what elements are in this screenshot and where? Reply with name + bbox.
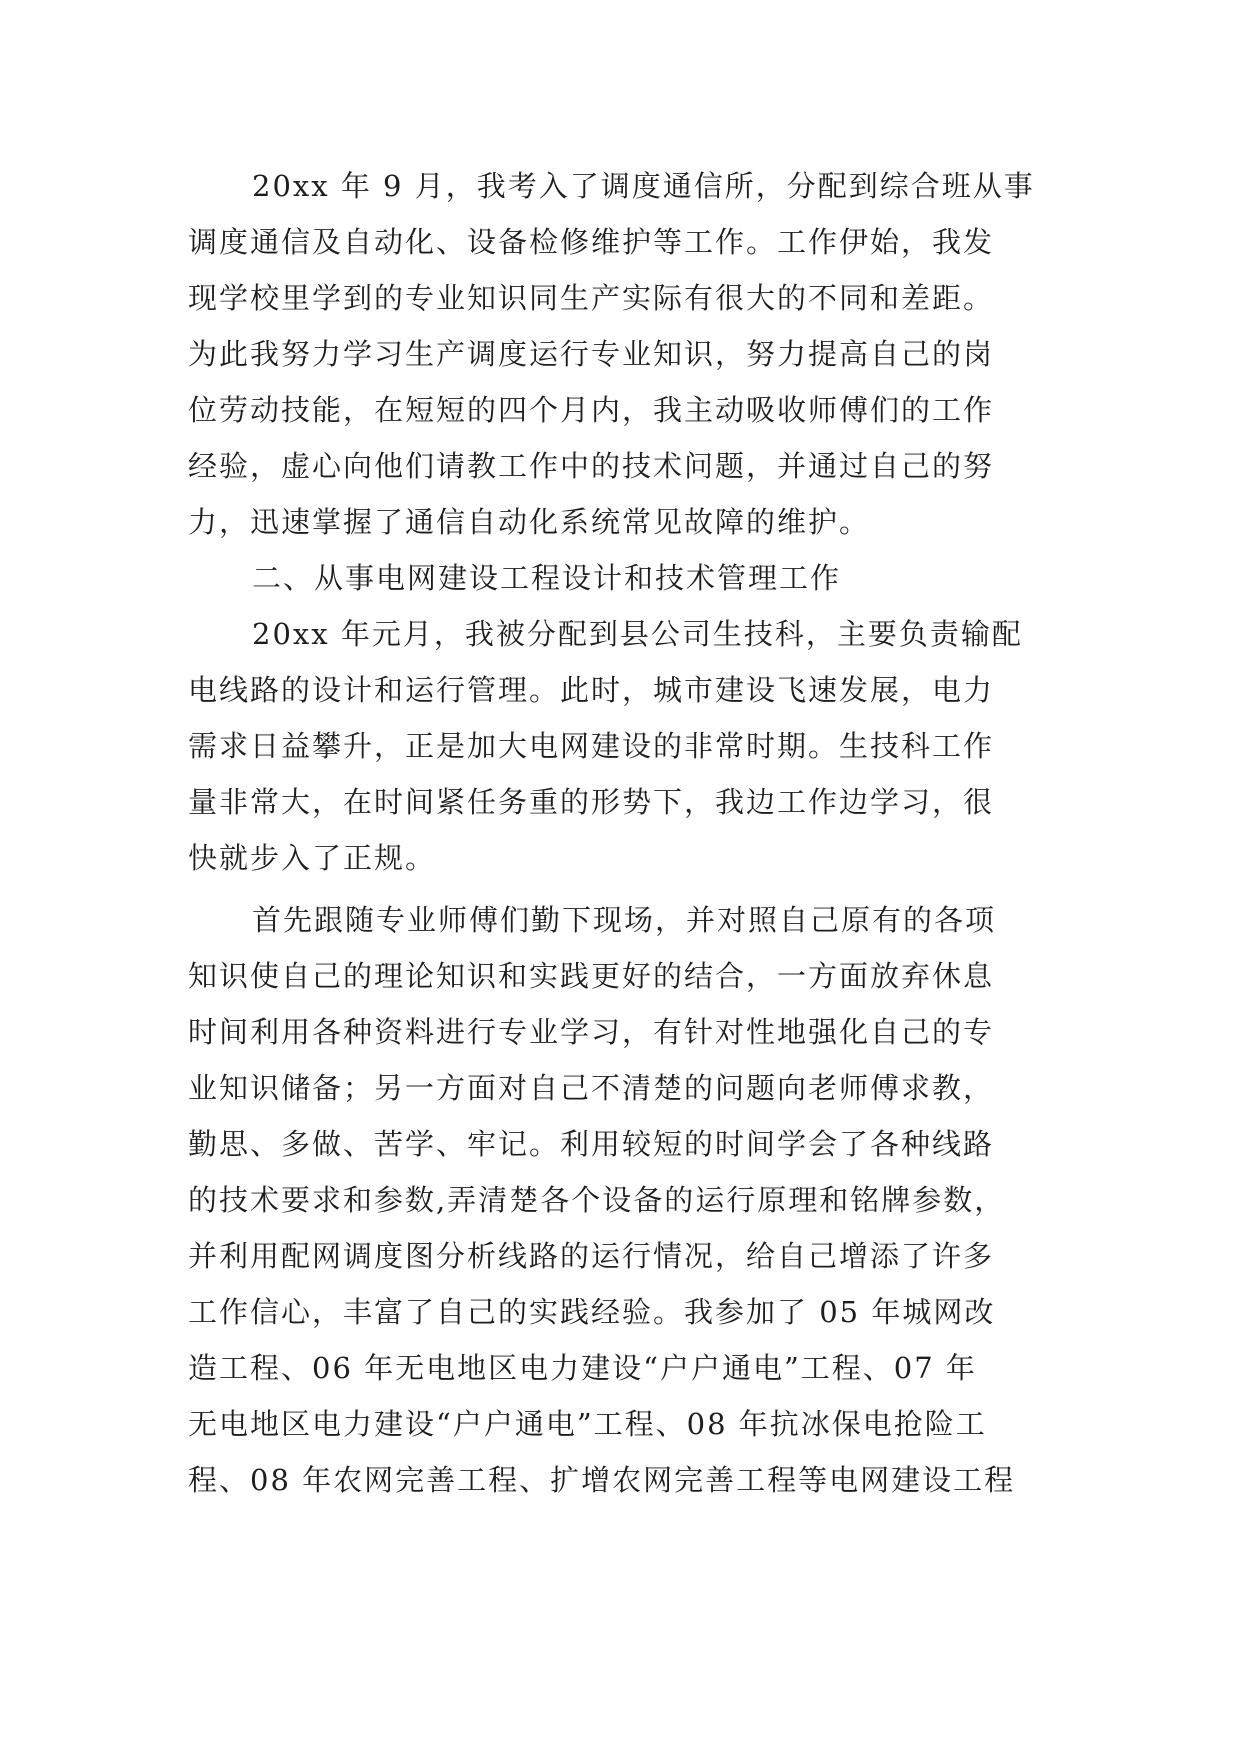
text-line: 的技术要求和参数,弄清楚各个设备的运行原理和铭牌参数， [188,1183,1006,1217]
text-line: 位劳动技能，在短短的四个月内，我主动吸收师傅们的工作 [188,393,995,427]
text-line: 并利用配网调度图分析线路的运行情况，给自己增添了许多 [188,1239,995,1273]
text-line: 现学校里学到的专业知识同生产实际有很大的不同和差距。 [188,281,995,315]
text-line: 20xx 年元月，我被分配到县公司生技科，主要负责输配 [252,617,1023,651]
text-line: 经验，虚心向他们请教工作中的技术问题，并通过自己的努 [188,449,995,483]
paragraph-2 [188,606,1068,886]
text-line: 调度通信及自动化、设备检修维护等工作。工作伊始，我发 [188,225,995,259]
text-line: 时间利用各种资料进行专业学习，有针对性地强化自己的专 [188,1015,995,1049]
text-line: 勤思、多做、苦学、牢记。利用较短的时间学会了各种线路 [188,1127,995,1161]
section-heading [188,550,1068,606]
text-line: 工作信心，丰富了自己的实践经验。我参加了 05 年城网改 [188,1295,996,1329]
paragraph-1 [188,158,1068,550]
text-line: 需求日益攀升，正是加大电网建设的非常时期。生技科工作 [188,729,995,763]
text-line: 首先跟随专业师傅们勤下现场，并对照自己原有的各项 [252,903,997,937]
text-line: 知识使自己的理论知识和实践更好的结合，一方面放弃休息 [188,959,995,993]
text-line: 程、08 年农网完善工程、扩增农网完善工程等电网建设工程 [188,1463,1016,1497]
text-line: 为此我努力学习生产调度运行专业知识，努力提高自己的岗 [188,337,995,371]
text-line: 造工程、06 年无电地区电力建设“户户通电”工程、07 年 [188,1351,977,1385]
paragraph-3 [188,892,1068,1508]
text-line: 量非常大，在时间紧任务重的形势下，我边工作边学习，很 [188,785,995,819]
text-line: 电线路的设计和运行管理。此时，城市建设飞速发展，电力 [188,673,995,707]
text-line: 力，迅速掌握了通信自动化系统常见故障的维护。 [188,505,871,539]
text-line: 20xx 年 9 月，我考入了调度通信所，分配到综合班从事 [252,169,1035,203]
heading-line: 二、从事电网建设工程设计和技术管理工作 [252,561,842,595]
text-line: 业知识储备；另一方面对自己不清楚的问题向老师傅求教， [188,1071,995,1105]
text-line: 无电地区电力建设“户户通电”工程、08 年抗冰保电抢险工 [188,1407,987,1441]
text-line: 快就步入了正规。 [188,841,437,875]
document-body [188,158,1068,1508]
